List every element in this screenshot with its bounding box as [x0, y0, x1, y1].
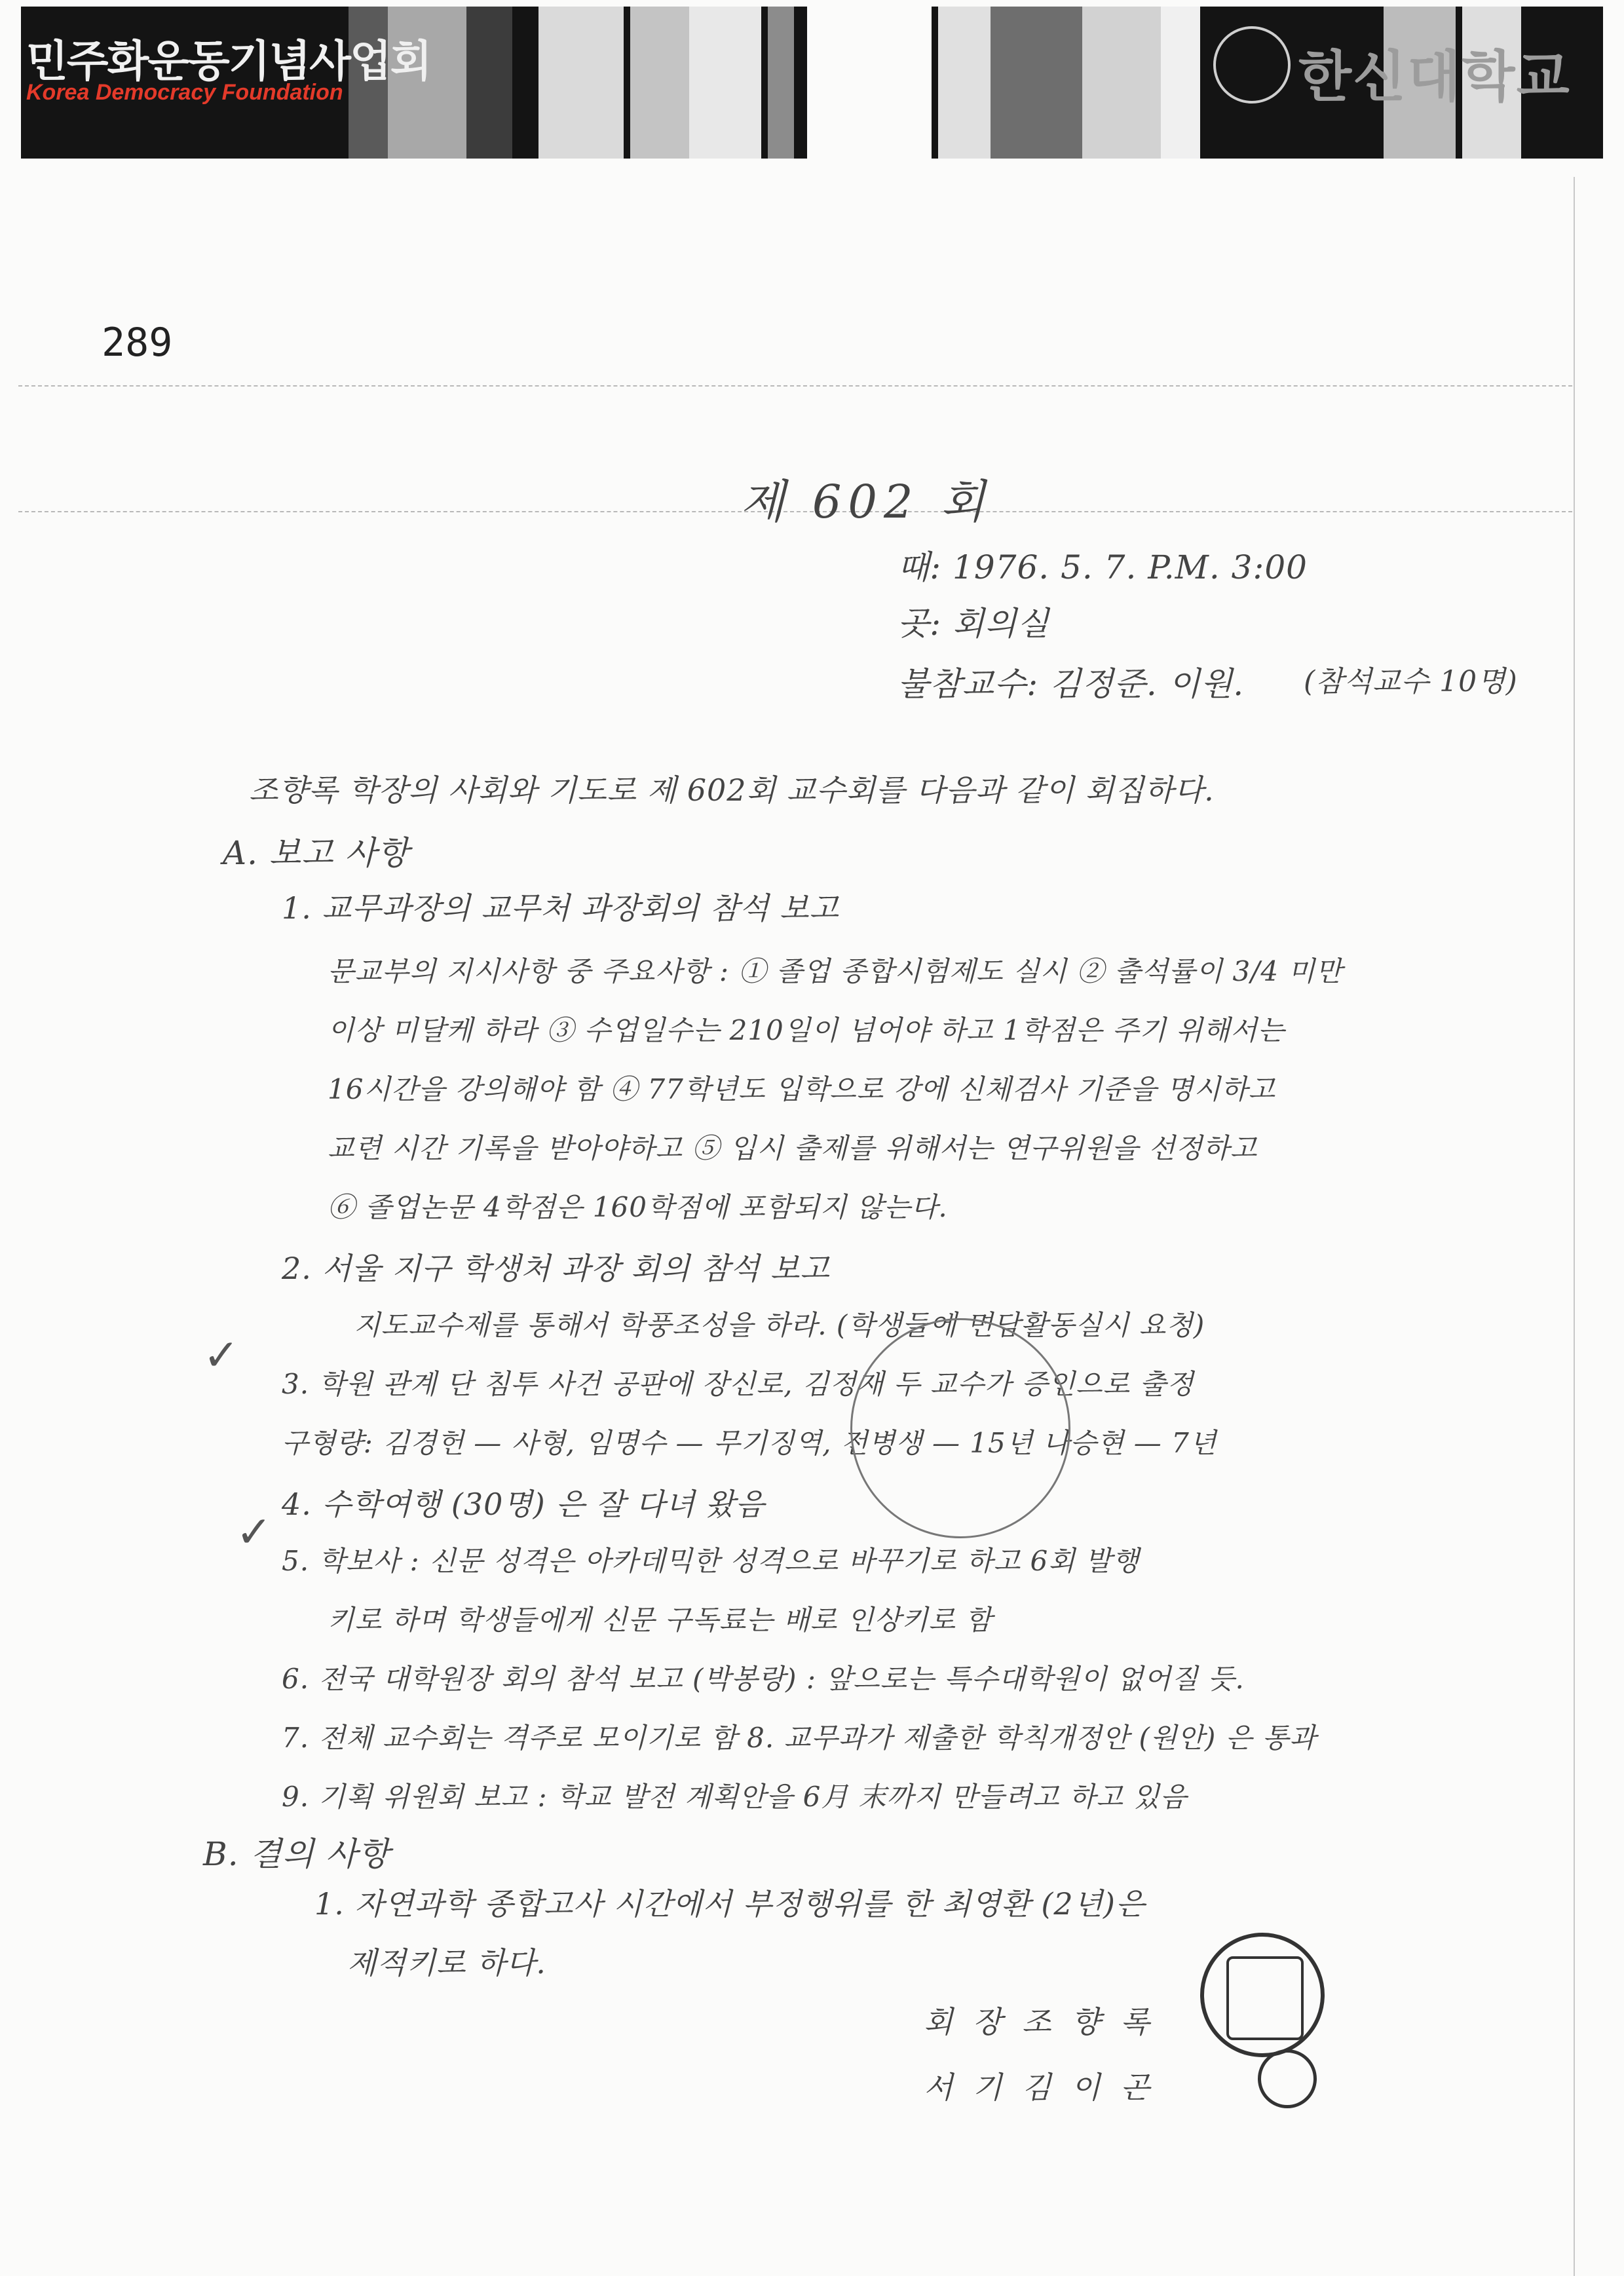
report-line: 1. 교무과장의 교무처 과장회의 참석 보고	[282, 890, 839, 926]
opening-statement: 조향록 학장의 사회와 기도로 제 602회 교수회를 다음과 같이 회집하다.	[249, 772, 1215, 808]
report-line: 7. 전체 교수회는 격주로 모이기로 함 8. 교무과가 제출한 학칙개정안 (원안) 은 통과	[282, 1722, 1317, 1754]
report-line: 지도교수제를 통해서 학풍조성을 하라. (학생들에 면담활동실시 요청)	[354, 1309, 1205, 1341]
check-mark-icon: ✓	[203, 1330, 240, 1380]
report-line: 3. 학원 관계 단 침투 사건 공판에 장신로, 김정재 두 교수가 증인으로 출정	[282, 1368, 1194, 1400]
report-line: 2. 서울 지구 학생처 과장 회의 참석 보고	[282, 1251, 830, 1286]
section-a-heading: A. 보고 사항	[223, 834, 409, 872]
absent-professors: 불참교수: 김정준. 이원.	[897, 665, 1245, 703]
section-b-heading: B. 결의 사항	[203, 1835, 390, 1873]
report-line: 5. 학보사 : 신문 성격은 아카데믹한 성격으로 바꾸기로 하고 6회 발행	[282, 1545, 1140, 1577]
ruled-line	[18, 385, 1572, 387]
foundation-logo-english: Korea Democracy Foundation	[26, 80, 343, 105]
chairman-seal-stamp	[1200, 1933, 1325, 2057]
secretary-signature: 서 기 김 이 곤	[924, 2070, 1155, 2105]
report-line: ⑥ 졸업논문 4학점은 160학점에 포함되지 않는다.	[328, 1191, 948, 1223]
resolution-line: 제적키로 하다.	[347, 1945, 546, 1981]
secretary-seal-stamp	[1258, 2049, 1317, 2108]
report-line: 16시간을 강의해야 함 ④ 77학년도 입학으로 강에 신체검사 기준을 명시하고	[328, 1073, 1276, 1105]
report-line: 6. 전국 대학원장 회의 참석 보고 (박봉랑) : 앞으로는 특수대학원이 없어질 듯.	[282, 1663, 1245, 1695]
report-line: 이상 미달케 하라 ③ 수업일수는 210일이 넘어야 하고 1학점은 주기 위해서는	[328, 1014, 1285, 1046]
report-line: 구형량: 김경헌 — 사형, 임명수 — 무기징역, 전병생 — 15년 나승현 — 7년	[282, 1427, 1217, 1459]
attendance-count: (참석교수 10명)	[1304, 665, 1518, 698]
page-number: 289	[102, 320, 173, 366]
meeting-time: 때: 1976. 5. 7. P.M. 3:00	[897, 548, 1308, 586]
chairman-signature: 회 장 조 향 록	[924, 2004, 1155, 2039]
meeting-title: 제 602 회	[740, 475, 992, 529]
university-name: 한신대학교	[1298, 45, 1571, 109]
archive-banner	[21, 7, 1603, 159]
university-seal-icon	[1213, 26, 1291, 104]
report-line: 문교부의 지시사항 중 주요사항 : ① 졸업 종합시험제도 실시 ② 출석률이 3/4 미만	[328, 955, 1343, 987]
pen-circle-mark	[850, 1318, 1070, 1538]
page-margin-line	[1574, 177, 1575, 2276]
check-mark-icon: ✓	[236, 1507, 273, 1557]
report-line: 4. 수학여행 (30명) 은 잘 다녀 왔음	[282, 1487, 765, 1522]
meeting-place: 곳: 회의실	[897, 605, 1049, 643]
foundation-logo-korean: 민주화운동기념사업회	[26, 36, 431, 86]
resolution-line: 1. 자연과학 종합고사 시간에서 부정행위를 한 최영환 (2년)은	[314, 1886, 1146, 1922]
report-line: 9. 기획 위원회 보고 : 학교 발전 계획안을 6月 末까지 만들려고 하고 있음	[282, 1781, 1188, 1813]
report-line: 키로 하며 학생들에게 신문 구독료는 배로 인상키로 함	[328, 1604, 993, 1636]
report-line: 교련 시간 기록을 받아야하고 ⑤ 입시 출제를 위해서는 연구위원을 선정하고	[328, 1132, 1258, 1164]
